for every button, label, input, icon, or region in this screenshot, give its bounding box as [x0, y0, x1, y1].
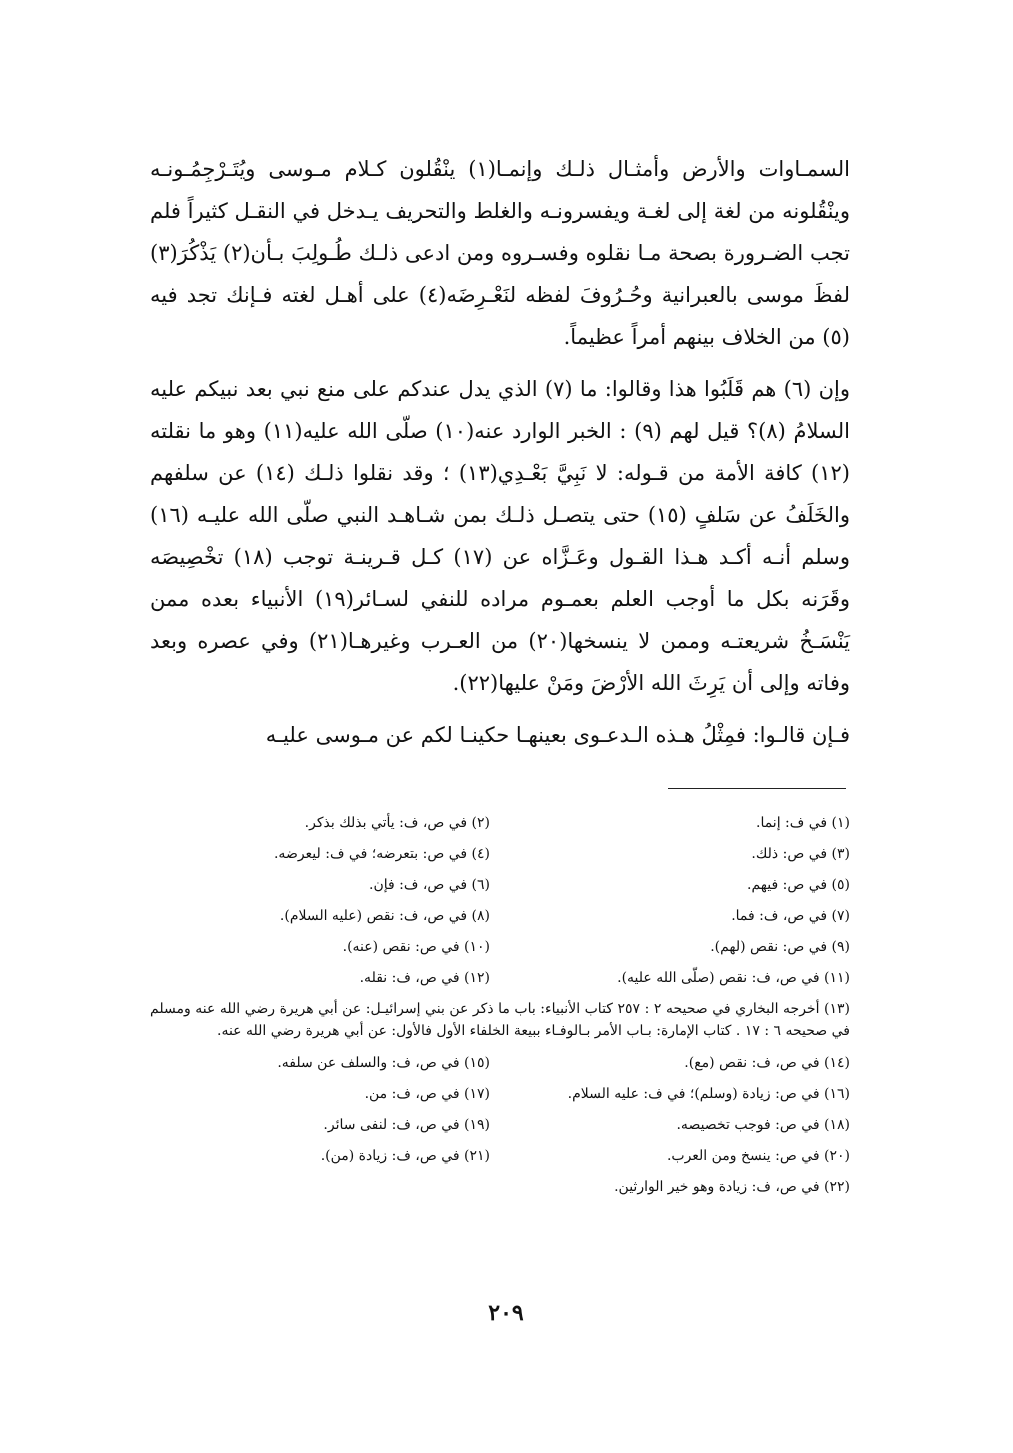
footnote-9: (٩) في ص: نقص (لهم). [710, 939, 850, 955]
footnote-6: (٦) في ص، ف: فإن. [369, 877, 490, 893]
footnotes [150, 808, 850, 1203]
footnote-3: (٣) في ص: ذلك. [751, 846, 850, 862]
footnote-22: (٢٢) في ص، ف: زيادة وهو خير الوارثين. [614, 1179, 850, 1195]
footnotes-group-2 [150, 1048, 850, 1172]
footnote-18: (١٨) في ص: فوجب تخصيصه. [676, 1117, 850, 1133]
footnote-8: (٨) في ص، ف: نقص (عليه السلام). [279, 908, 490, 924]
footnote-2: (٢) في ص، ف: يأتي بذلك بذكر. [304, 815, 490, 831]
paragraph-1: السمـاوات والأرض وأمثـال ذلـك وإنمـا(١) ينْقُلون كـلام مـوسى ويُتَـرْجِمُـونـه وينْقُلونه من لغة إلى لغـة ويفسرونـه والغلط والتحريف يـدخل في النقـل كثيراً فلم تجب الضـرورة بصحة مـا نقلوه وفسـروه ومن ادعى ذلـك طُـولِبَ بـأن(٢) يَذْكُرَ(٣) لفظَ موسى بالعبرانية وحُـرُوفَ لفظه لنَعْـرِضَه(٤) على أهـل لغته فـإنك تجد فيه (٥) من الخلاف بينهم أمراً عظيماً. [150, 157, 851, 349]
footnote-7: (٧) في ص، ف: فما. [731, 908, 850, 924]
footnote-14: (١٤) في ص، ف: نقص (مع). [684, 1055, 850, 1071]
footnote-separator [668, 788, 846, 789]
footnote-21: (٢١) في ص، ف: زيادة (من). [320, 1148, 490, 1164]
footnote-12: (١٢) في ص، ف: نقله. [359, 970, 490, 986]
page-number: ٢٠٩ [488, 1300, 524, 1326]
footnote-19: (١٩) في ص، ف: لنفى سائر. [323, 1117, 490, 1133]
footnote-13: (١٣) أخرجه البخاري في صحيحه ٢ : ٢٥٧ كتاب الأنبياء: باب ما ذكر عن بني إسرائيـل: عن أبي هريرة رضي الله عنه ومسلم في صحيحه ٦ : ١٧ . كتاب الإمارة: بـاب الأمر بـالوفـاء ببيعة الخلفاء الأول فالأول: عن أبي هريرة رضي الله عنه. [150, 1001, 850, 1039]
footnote-20: (٢٠) في ص: ينسخ ومن العرب. [666, 1148, 850, 1164]
footnote-11: (١١) في ص، ف: نقص (صلّى الله عليه). [617, 970, 850, 986]
footnote-4: (٤) في ص: بتعرضه؛ في ف: ليعرضه. [273, 846, 490, 862]
paragraph-3: فـإن قالـوا: فمِثْلُ هـذه الـدعـوى بعينهـا حكينـا لكم عن مـوسى عليـه [265, 723, 850, 747]
footnote-16: (١٦) في ص: زيادة (وسلم)؛ في ف: عليه السلام. [567, 1086, 850, 1102]
footnotes-group-1 [150, 808, 850, 994]
footnote-5: (٥) في ص: فيهم. [747, 877, 850, 893]
footnote-10: (١٠) في ص: نقص (عنه). [342, 939, 490, 955]
main-text [150, 148, 850, 756]
paragraph-2: وإن (٦) هم قَلَبُوا هذا وقالوا: ما (٧) الذي يدل عندكم على منع نبي بعد نبيكم عليه السلامُ (٨)؟ قيل لهم (٩) : الخبر الوارد عنه(١٠) صلّى الله عليه(١١) وهو ما نقلته (١٢) كافة الأمة من قـوله: لا نَبِيَّ بَعْـدِي(١٣) ؛ وقد نقلوا ذلـك (١٤) عن سلفهم والخَلَفُ عن سَلفٍ (١٥) حتى يتصـل ذلـك بمن شـاهـد النبي صلّى الله عليـه (١٦) وسلم أنـه أكـد هـذا القـول وعَـزَّاه عن (١٧) كـل قـرينـة توجب (١٨) تخْصِيصَه وقَرَنه بكل ما أوجب العلم بعمـوم مراده للنفي لسـائر(١٩) الأنبياء بعده ممن يَنْسَـخُ شريعتـه وممن لا ينسخها(٢٠) من العـرب وغيرهـا(٢١) وفي عصره وبعد وفاته وإلى أن يَرِثَ الله الأرْضَ ومَنْ عليها(٢٢). [150, 377, 851, 695]
footnote-17: (١٧) في ص، ف: من. [364, 1086, 490, 1102]
footnote-1: (١) في ف: إنما. [756, 815, 850, 831]
footnote-15: (١٥) في ص، ف: والسلف عن سلفه. [277, 1055, 490, 1071]
